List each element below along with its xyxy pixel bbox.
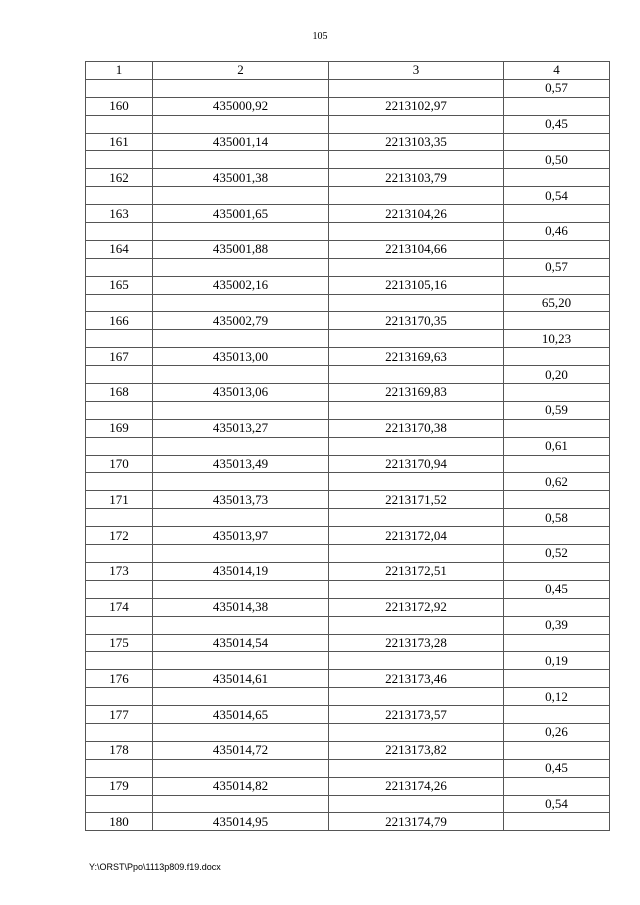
point-number [86, 366, 153, 384]
point-number [86, 688, 153, 706]
point-row [86, 240, 610, 258]
distance-cell [504, 276, 610, 294]
point-number: 163 [86, 205, 153, 223]
y-coordinate [329, 151, 504, 169]
y-coordinate [329, 187, 504, 205]
point-number [86, 330, 153, 348]
column-header: 4 [504, 62, 610, 80]
point-number [86, 509, 153, 527]
table-body [86, 79, 610, 830]
distance-cell [504, 133, 610, 151]
x-coordinate: 435014,65 [153, 706, 329, 724]
distance-value: 0,45 [504, 759, 610, 777]
y-coordinate: 2213174,79 [329, 813, 504, 831]
x-coordinate [153, 473, 329, 491]
distance-cell [504, 240, 610, 258]
y-coordinate [329, 437, 504, 455]
x-coordinate: 435013,49 [153, 455, 329, 473]
x-coordinate: 435014,19 [153, 562, 329, 580]
y-coordinate: 2213170,38 [329, 419, 504, 437]
x-coordinate [153, 115, 329, 133]
x-coordinate: 435014,38 [153, 598, 329, 616]
distance-row [86, 509, 610, 527]
point-number [86, 79, 153, 97]
distance-row [86, 151, 610, 169]
distance-cell [504, 348, 610, 366]
table-header-row [86, 62, 610, 80]
distance-value: 0,20 [504, 366, 610, 384]
y-coordinate [329, 79, 504, 97]
x-coordinate [153, 652, 329, 670]
distance-value: 0,45 [504, 115, 610, 133]
y-coordinate [329, 759, 504, 777]
distance-value: 0,46 [504, 223, 610, 241]
y-coordinate [329, 616, 504, 634]
y-coordinate: 2213105,16 [329, 276, 504, 294]
distance-row [86, 616, 610, 634]
distance-cell [504, 205, 610, 223]
point-row [86, 491, 610, 509]
distance-value: 0,19 [504, 652, 610, 670]
point-number [86, 294, 153, 312]
x-coordinate: 435001,88 [153, 240, 329, 258]
point-number: 179 [86, 777, 153, 795]
point-row [86, 598, 610, 616]
x-coordinate [153, 509, 329, 527]
point-number [86, 473, 153, 491]
distance-value: 0,39 [504, 616, 610, 634]
point-number [86, 223, 153, 241]
distance-row [86, 258, 610, 276]
point-number: 173 [86, 562, 153, 580]
y-coordinate: 2213169,83 [329, 384, 504, 402]
distance-value: 0,50 [504, 151, 610, 169]
y-coordinate: 2213103,79 [329, 169, 504, 187]
x-coordinate [153, 795, 329, 813]
point-number [86, 616, 153, 634]
distance-cell [504, 706, 610, 724]
distance-cell [504, 384, 610, 402]
point-number: 171 [86, 491, 153, 509]
y-coordinate [329, 795, 504, 813]
y-coordinate [329, 401, 504, 419]
point-number: 180 [86, 813, 153, 831]
point-number [86, 187, 153, 205]
x-coordinate [153, 79, 329, 97]
y-coordinate: 2213173,57 [329, 706, 504, 724]
y-coordinate [329, 580, 504, 598]
distance-row [86, 473, 610, 491]
point-row [86, 813, 610, 831]
distance-cell [504, 169, 610, 187]
point-number [86, 401, 153, 419]
y-coordinate [329, 723, 504, 741]
point-row [86, 455, 610, 473]
point-number [86, 151, 153, 169]
x-coordinate: 435014,54 [153, 634, 329, 652]
distance-value: 0,45 [504, 580, 610, 598]
point-number: 170 [86, 455, 153, 473]
distance-row [86, 545, 610, 563]
y-coordinate: 2213172,92 [329, 598, 504, 616]
y-coordinate [329, 258, 504, 276]
y-coordinate: 2213172,51 [329, 562, 504, 580]
distance-value: 0,54 [504, 187, 610, 205]
x-coordinate: 435002,79 [153, 312, 329, 330]
point-number: 167 [86, 348, 153, 366]
distance-row [86, 580, 610, 598]
distance-value: 0,54 [504, 795, 610, 813]
point-row [86, 97, 610, 115]
x-coordinate: 435013,06 [153, 384, 329, 402]
y-coordinate: 2213174,26 [329, 777, 504, 795]
y-coordinate [329, 509, 504, 527]
column-header: 3 [329, 62, 504, 80]
point-number: 174 [86, 598, 153, 616]
distance-cell [504, 527, 610, 545]
distance-cell [504, 741, 610, 759]
distance-row [86, 652, 610, 670]
point-number: 168 [86, 384, 153, 402]
y-coordinate: 2213172,04 [329, 527, 504, 545]
distance-row [86, 79, 610, 97]
point-number [86, 437, 153, 455]
point-number: 162 [86, 169, 153, 187]
distance-row [86, 223, 610, 241]
page-number: 105 [312, 31, 328, 42]
point-number [86, 795, 153, 813]
x-coordinate [153, 616, 329, 634]
x-coordinate [153, 688, 329, 706]
distance-row [86, 294, 610, 312]
y-coordinate: 2213103,35 [329, 133, 504, 151]
y-coordinate: 2213170,94 [329, 455, 504, 473]
point-number: 161 [86, 133, 153, 151]
x-coordinate: 435001,14 [153, 133, 329, 151]
point-row [86, 133, 610, 151]
x-coordinate: 435014,95 [153, 813, 329, 831]
x-coordinate: 435000,92 [153, 97, 329, 115]
x-coordinate [153, 294, 329, 312]
point-row [86, 419, 610, 437]
x-coordinate: 435013,73 [153, 491, 329, 509]
point-row [86, 777, 610, 795]
x-coordinate [153, 401, 329, 419]
x-coordinate: 435013,00 [153, 348, 329, 366]
distance-cell [504, 97, 610, 115]
point-number: 164 [86, 240, 153, 258]
distance-value: 0,52 [504, 545, 610, 563]
coordinates-table [85, 61, 610, 831]
point-row [86, 276, 610, 294]
distance-row [86, 437, 610, 455]
point-number: 169 [86, 419, 153, 437]
point-number: 176 [86, 670, 153, 688]
distance-cell [504, 562, 610, 580]
x-coordinate: 435013,27 [153, 419, 329, 437]
distance-cell [504, 598, 610, 616]
point-number: 172 [86, 527, 153, 545]
point-row [86, 741, 610, 759]
x-coordinate: 435014,61 [153, 670, 329, 688]
y-coordinate: 2213173,28 [329, 634, 504, 652]
point-number [86, 723, 153, 741]
distance-value: 0,61 [504, 437, 610, 455]
column-header: 2 [153, 62, 329, 80]
y-coordinate: 2213173,46 [329, 670, 504, 688]
x-coordinate [153, 437, 329, 455]
distance-row [86, 115, 610, 133]
distance-value: 0,26 [504, 723, 610, 741]
x-coordinate [153, 545, 329, 563]
distance-cell [504, 777, 610, 795]
y-coordinate: 2213173,82 [329, 741, 504, 759]
point-number: 177 [86, 706, 153, 724]
point-number [86, 652, 153, 670]
y-coordinate [329, 294, 504, 312]
file-path-footer: Y:\ORST\Ppo\1113p809.f19.docx [89, 862, 221, 872]
y-coordinate [329, 688, 504, 706]
point-number [86, 545, 153, 563]
point-number: 166 [86, 312, 153, 330]
y-coordinate: 2213171,52 [329, 491, 504, 509]
x-coordinate [153, 759, 329, 777]
x-coordinate: 435013,97 [153, 527, 329, 545]
y-coordinate [329, 115, 504, 133]
point-row [86, 384, 610, 402]
y-coordinate [329, 330, 504, 348]
distance-value: 65,20 [504, 294, 610, 312]
distance-value: 0,58 [504, 509, 610, 527]
x-coordinate [153, 223, 329, 241]
y-coordinate: 2213169,63 [329, 348, 504, 366]
point-number [86, 258, 153, 276]
distance-value: 0,62 [504, 473, 610, 491]
point-row [86, 634, 610, 652]
y-coordinate: 2213104,66 [329, 240, 504, 258]
point-row [86, 169, 610, 187]
distance-row [86, 401, 610, 419]
x-coordinate: 435014,82 [153, 777, 329, 795]
distance-value: 0,57 [504, 79, 610, 97]
point-number [86, 759, 153, 777]
point-row [86, 205, 610, 223]
point-row [86, 312, 610, 330]
x-coordinate [153, 580, 329, 598]
y-coordinate [329, 366, 504, 384]
x-coordinate [153, 723, 329, 741]
distance-cell [504, 813, 610, 831]
point-number: 160 [86, 97, 153, 115]
x-coordinate [153, 151, 329, 169]
x-coordinate [153, 187, 329, 205]
x-coordinate: 435002,16 [153, 276, 329, 294]
distance-row [86, 759, 610, 777]
y-coordinate [329, 545, 504, 563]
x-coordinate [153, 366, 329, 384]
point-row [86, 706, 610, 724]
x-coordinate [153, 258, 329, 276]
point-number [86, 115, 153, 133]
distance-cell [504, 312, 610, 330]
y-coordinate [329, 473, 504, 491]
distance-row [86, 187, 610, 205]
distance-value: 10,23 [504, 330, 610, 348]
y-coordinate: 2213102,97 [329, 97, 504, 115]
point-number: 175 [86, 634, 153, 652]
y-coordinate: 2213170,35 [329, 312, 504, 330]
point-row [86, 348, 610, 366]
x-coordinate: 435001,65 [153, 205, 329, 223]
distance-cell [504, 455, 610, 473]
point-row [86, 527, 610, 545]
point-row [86, 562, 610, 580]
x-coordinate: 435014,72 [153, 741, 329, 759]
y-coordinate [329, 223, 504, 241]
distance-value: 0,59 [504, 401, 610, 419]
column-header: 1 [86, 62, 153, 80]
point-number: 178 [86, 741, 153, 759]
distance-cell [504, 634, 610, 652]
y-coordinate: 2213104,26 [329, 205, 504, 223]
distance-cell [504, 491, 610, 509]
x-coordinate: 435001,38 [153, 169, 329, 187]
distance-row [86, 366, 610, 384]
distance-cell [504, 670, 610, 688]
point-row [86, 670, 610, 688]
x-coordinate [153, 330, 329, 348]
point-number: 165 [86, 276, 153, 294]
distance-value: 0,57 [504, 258, 610, 276]
distance-row [86, 795, 610, 813]
distance-row [86, 688, 610, 706]
point-number [86, 580, 153, 598]
distance-row [86, 330, 610, 348]
y-coordinate [329, 652, 504, 670]
distance-cell [504, 419, 610, 437]
distance-value: 0,12 [504, 688, 610, 706]
distance-row [86, 723, 610, 741]
